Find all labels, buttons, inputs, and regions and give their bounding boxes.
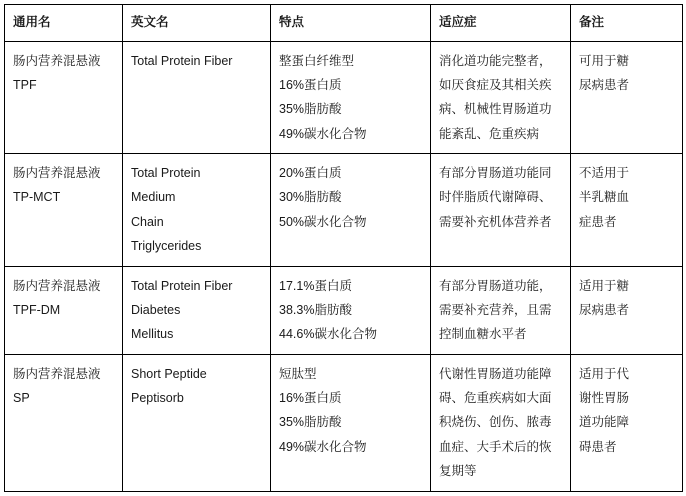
text-line: 49%碳水化合物 — [279, 126, 367, 141]
cell-remarks — [571, 266, 683, 354]
text-line: 代谢性胃肠道功能障 — [439, 366, 552, 381]
cell-generic-name — [5, 41, 123, 154]
cell-remarks — [571, 154, 683, 267]
text-line: 血症、大手术后的恢 — [439, 439, 552, 454]
column-header-english-name: 英文名 — [123, 5, 271, 42]
cell-generic-name — [5, 266, 123, 354]
text-line: 49%碳水化合物 — [279, 439, 367, 454]
cell-features — [271, 154, 431, 267]
column-header-indications: 适应症 — [431, 5, 571, 42]
cell-indications — [431, 154, 571, 267]
text-line: 不适用于 — [579, 166, 630, 180]
text-line: 需要补充营养，且需 — [439, 302, 552, 317]
cell-indications — [431, 266, 571, 354]
cell-features — [271, 41, 431, 154]
text-line: 50%碳水化合物 — [279, 214, 367, 229]
text-line: 38.3%脂肪酸 — [279, 302, 352, 317]
text-line: 肠内营养混悬液 — [13, 278, 101, 293]
text-line: 病、机械性胃肠道功 — [439, 102, 552, 117]
text-line: Total Protein — [131, 166, 201, 180]
text-line: Diabetes — [131, 302, 181, 317]
text-line: 控制血糖水平者 — [439, 327, 527, 342]
text-line: 能紊乱、危重疾病 — [439, 126, 540, 141]
text-line: 消化道功能完整者， — [439, 53, 552, 68]
text-line: Mellitus — [131, 327, 174, 342]
cell-english-name — [123, 354, 271, 491]
text-line: 44.6%碳水化合物 — [279, 327, 377, 342]
text-line: 碍、危重疾病如大面 — [439, 391, 552, 405]
text-line: 可用于糖 — [579, 53, 630, 68]
cell-remarks — [571, 354, 683, 491]
text-line: 有部分胃肠道功能， — [439, 278, 552, 293]
enteral-nutrition-table — [4, 4, 683, 492]
text-line: 需要补充机体营养者 — [439, 214, 552, 229]
text-line: 尿病患者 — [579, 77, 630, 92]
text-line: TPF — [13, 77, 37, 92]
text-line: 肠内营养混悬液 — [13, 166, 101, 180]
text-line: 适用于代 — [579, 366, 630, 381]
text-line: 肠内营养混悬液 — [13, 53, 101, 68]
text-line: 肠内营养混悬液 — [13, 366, 101, 381]
text-line: 尿病患者 — [579, 302, 630, 317]
text-line: 症患者 — [579, 214, 617, 229]
text-line: 时伴脂质代谢障碍、 — [439, 190, 552, 205]
text-line: Total Protein Fiber — [131, 53, 233, 68]
cell-english-name — [123, 154, 271, 267]
cell-english-name — [123, 41, 271, 154]
text-line: 半乳糖血 — [579, 190, 630, 205]
table-row — [5, 41, 683, 154]
text-line: 16%蛋白质 — [279, 391, 342, 405]
text-line: 道功能障 — [579, 415, 630, 430]
text-line: 35%脂肪酸 — [279, 415, 342, 430]
table-header — [5, 5, 683, 42]
text-line: Peptisorb — [131, 391, 184, 405]
text-line: 有部分胃肠道功能同 — [439, 166, 552, 180]
text-line: Short Peptide — [131, 366, 207, 381]
text-line: 16%蛋白质 — [279, 77, 342, 92]
cell-english-name — [123, 266, 271, 354]
text-line: 30%脂肪酸 — [279, 190, 342, 205]
text-line: SP — [13, 391, 30, 405]
cell-generic-name — [5, 154, 123, 267]
table-body — [5, 41, 683, 491]
text-line: 适用于糖 — [579, 278, 630, 293]
text-line: 整蛋白纤维型 — [279, 53, 355, 68]
text-line: Triglycerides — [131, 239, 202, 254]
text-line: 碍患者 — [579, 439, 617, 454]
text-line: TP-MCT — [13, 190, 61, 205]
text-line: Chain — [131, 214, 164, 229]
table-header-row — [5, 5, 683, 42]
text-line: 20%蛋白质 — [279, 166, 342, 180]
text-line: 积烧伤、创伤、脓毒 — [439, 415, 552, 430]
cell-features — [271, 266, 431, 354]
cell-indications — [431, 354, 571, 491]
cell-generic-name — [5, 354, 123, 491]
text-line: 复期等 — [439, 464, 477, 479]
text-line: Total Protein Fiber — [131, 278, 233, 293]
table-row — [5, 266, 683, 354]
table-row — [5, 154, 683, 267]
text-line: TPF-DM — [13, 302, 61, 317]
text-line: 短肽型 — [279, 366, 317, 381]
text-line: 17.1%蛋白质 — [279, 278, 352, 293]
cell-features — [271, 354, 431, 491]
table-row — [5, 354, 683, 491]
column-header-remarks: 备注 — [571, 5, 683, 42]
text-line: 如厌食症及其相关疾 — [439, 77, 552, 92]
cell-remarks — [571, 41, 683, 154]
column-header-generic-name: 通用名 — [5, 5, 123, 42]
cell-indications — [431, 41, 571, 154]
text-line: Medium — [131, 190, 176, 205]
column-header-features: 特点 — [271, 5, 431, 42]
text-line: 谢性胃肠 — [579, 391, 630, 405]
text-line: 35%脂肪酸 — [279, 102, 342, 117]
